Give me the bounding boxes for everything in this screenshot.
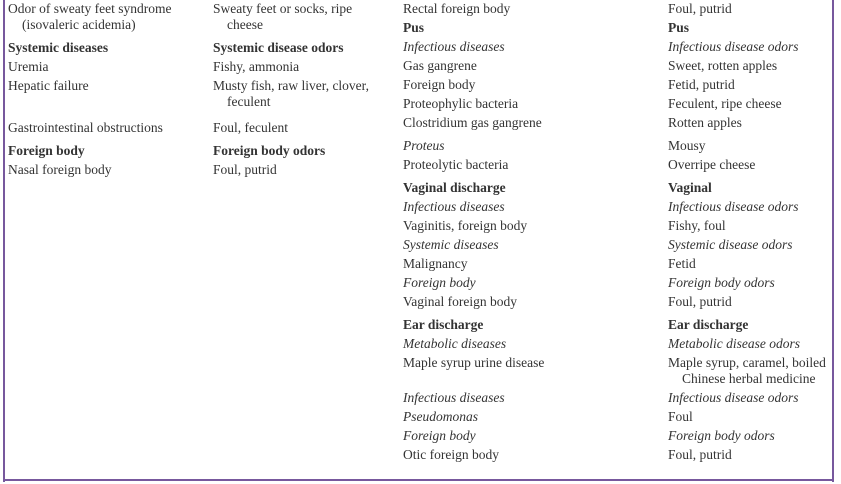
cause-cell: Metabolic diseases [403, 336, 507, 351]
cause-cell: Otic foreign body [403, 447, 499, 462]
cause-cell: Systemic diseases [403, 237, 499, 252]
cause-cell: Infectious diseases [403, 39, 505, 54]
odor-cell: Vaginal [668, 180, 712, 195]
odor-cell: Overripe cheese [668, 157, 756, 172]
odor-cell: Foreign body odors [668, 428, 775, 443]
odor-cell: Pus [668, 20, 690, 35]
cause-cell: Foreign body [403, 275, 476, 290]
cause-cell: Infectious diseases [403, 199, 505, 214]
cause-cell: Infectious diseases [403, 390, 505, 405]
odor-cell: Mousy [668, 138, 706, 153]
cause-cell: Foreign body [403, 77, 476, 92]
cause-cell: Vaginal foreign body [403, 294, 517, 309]
cause-cell: Systemic diseases [8, 40, 109, 55]
table-right-section [403, 1, 832, 463]
cause-cell: Vaginal discharge [403, 180, 506, 195]
cause-cell: Rectal foreign body [403, 1, 511, 16]
cause-cell: Gas gangrene [403, 58, 477, 73]
odor-cell: Infectious disease odors [668, 390, 799, 405]
odor-cell: Foul, feculent [213, 120, 288, 135]
odor-cell: Infectious disease odors [668, 39, 799, 54]
odor-cell: Sweet, rotten apples [668, 58, 778, 73]
odor-cell: Feculent, ripe cheese [668, 96, 782, 111]
odor-cell: Foul, putrid [668, 1, 732, 16]
cause-cell: Gastrointestinal obstructions [8, 120, 163, 135]
odor-cell: Foreign body odors [213, 143, 326, 158]
cause-cell: Foreign body [8, 143, 85, 158]
cause-cell: Proteus [403, 138, 445, 153]
odor-cell: Fetid, putrid [668, 77, 735, 92]
odor-cell: Systemic disease odors [668, 237, 793, 252]
cause-cell: Vaginitis, foreign body [403, 218, 528, 233]
odor-cell: Metabolic disease odors [668, 336, 800, 351]
odor-cell: Maple syrup, caramel, boiled Chinese herbal medicine [668, 355, 826, 386]
table-left-border [3, 0, 5, 482]
odor-cell: Fishy, foul [668, 218, 726, 233]
odor-cell: Fishy, ammonia [213, 59, 300, 74]
table-left-section [8, 1, 383, 178]
table-right-border [832, 0, 834, 482]
odor-cell: Infectious disease odors [668, 199, 799, 214]
cause-cell: Pus [403, 20, 425, 35]
odor-cell: Systemic disease odors [213, 40, 344, 55]
cause-cell: Malignancy [403, 256, 468, 271]
cause-cell: Proteophylic bacteria [403, 96, 519, 111]
cause-cell: Uremia [8, 59, 49, 74]
odor-cell: Musty fish, raw liver, clover, feculent [213, 78, 370, 109]
cause-cell: Hepatic failure [8, 78, 89, 93]
cause-cell: Foreign body [403, 428, 476, 443]
odor-cell: Ear discharge [668, 317, 749, 332]
cause-cell: Ear discharge [403, 317, 484, 332]
cause-cell: Odor of sweaty feet syndrome (isovaleric acidemia) [8, 1, 172, 32]
odor-cell: Foul, putrid [213, 162, 277, 177]
odor-cell: Fetid [668, 256, 696, 271]
odor-cell: Sweaty feet or socks, ripe cheese [213, 1, 353, 32]
table-bottom-border [3, 479, 834, 481]
odor-cell: Rotten apples [668, 115, 742, 130]
odor-cell: Foul, putrid [668, 447, 732, 462]
cause-cell: Pseudomonas [403, 409, 478, 424]
cause-cell: Maple syrup urine disease [403, 355, 545, 370]
cause-cell: Nasal foreign body [8, 162, 112, 177]
cause-cell: Proteolytic bacteria [403, 157, 509, 172]
odor-cell: Foul, putrid [668, 294, 732, 309]
odor-cell: Foreign body odors [668, 275, 775, 290]
cause-cell: Clostridium gas gangrene [403, 115, 542, 130]
odor-cell: Foul [668, 409, 693, 424]
